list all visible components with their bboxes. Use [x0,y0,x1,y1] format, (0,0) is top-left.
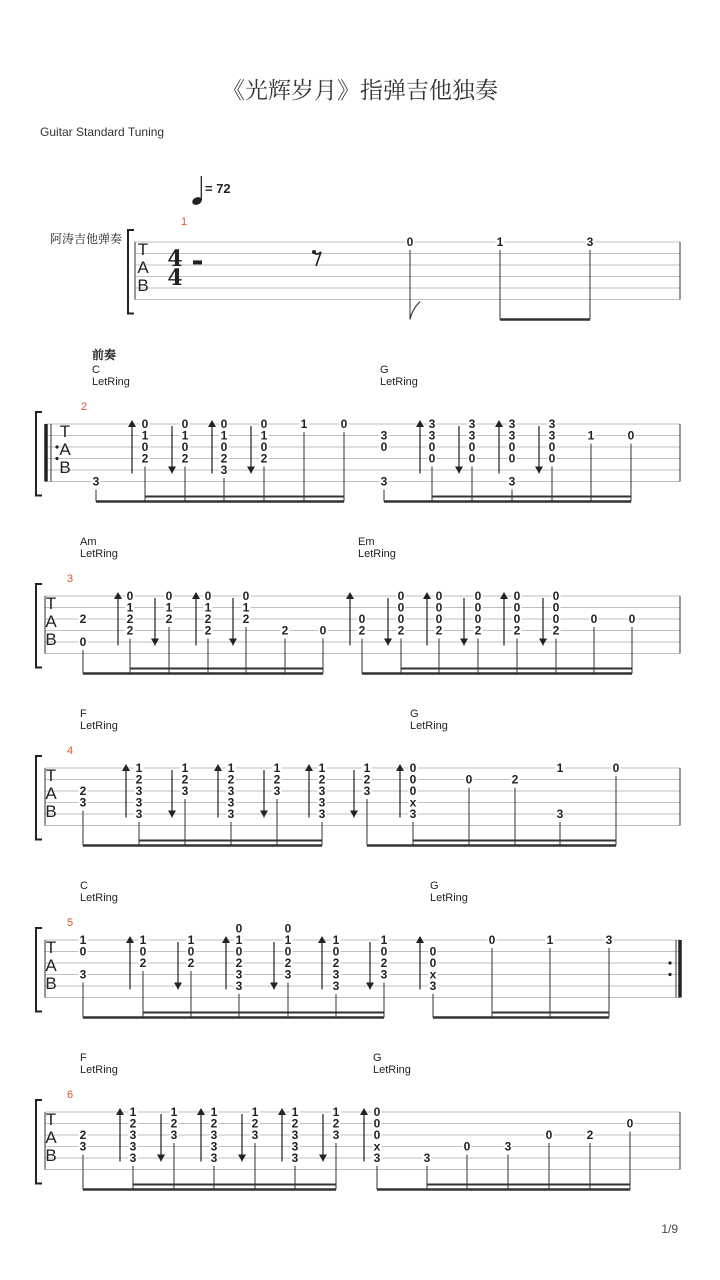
tempo-value: = 72 [205,181,231,196]
fret-number: 2 [126,612,134,626]
fret-number: 0 [409,772,417,787]
fret-number: 1 [251,1105,259,1119]
fret-number: 1 [135,761,143,775]
bar-number: 3 [67,573,74,585]
fret-number: 3 [129,1139,137,1154]
fret-number: 3 [332,1128,340,1142]
strum-up-arrow [318,936,326,943]
fret-number: 3 [363,784,371,798]
fret-number: 0 [380,440,388,454]
fret-number: 0 [435,589,443,603]
fret-number: 0 [545,1128,553,1142]
fret-number: 0 [474,589,482,603]
fret-number: 3 [170,1128,178,1142]
chord-name: G [410,708,419,720]
fret-number: 1 [235,933,243,947]
fret-number: 0 [508,451,516,466]
fret-number: 2 [235,956,243,970]
fret-number: 2 [242,612,250,626]
eighth-rest-dot [312,250,316,254]
fret-number: 0 [429,944,437,959]
fret-number: 0 [465,772,473,787]
fret-number: 1 [363,761,371,775]
fret-number: 0 [373,1128,381,1142]
tab-clef-a: A [45,784,57,803]
tab-clef-t: T [137,240,149,259]
strum-up-arrow [126,936,134,943]
fret-number: 0 [235,944,243,959]
fret-number: 0 [79,944,87,959]
fret-number: 2 [210,1116,218,1131]
fret-number: 1 [187,933,195,947]
let-ring-label: LetRing [92,376,130,388]
fret-number: 2 [318,772,326,787]
fret-number: 3 [429,979,437,993]
strum-up-arrow [305,764,313,771]
fret-number: 0 [373,1105,381,1119]
fret-number: 2 [139,956,147,970]
eighth-flag [410,302,420,320]
system-bracket [36,584,42,668]
fret-number: 3 [227,807,235,821]
fret-number: 1 [546,933,554,947]
instrument-name: 阿涛吉他弹奏 [50,232,123,246]
tab-clef-a: A [45,956,57,975]
tab-clef-b: B [45,802,57,821]
chord-name: G [373,1052,382,1064]
bar-number: 4 [67,745,74,757]
bar-number: 5 [67,917,74,929]
fret-number: 0 [626,1116,634,1131]
fret-number: 0 [468,440,476,454]
fret-number: 2 [141,451,149,466]
fret-number: 0 [319,623,327,638]
let-ring-label: LetRing [430,892,468,904]
fret-number: 2 [181,772,189,787]
fret-number: 0 [548,440,556,454]
fret-number: 0 [435,612,443,626]
let-ring-label: LetRing [380,376,418,388]
fret-number: 0 [187,944,195,959]
tab-clef-t: T [45,594,57,613]
fret-number: x [409,795,417,810]
fret-number: 2 [273,772,281,787]
strum-up-arrow [214,764,222,771]
fret-number: 0 [235,921,243,936]
fret-number: 0 [220,440,228,454]
fret-number: 1 [284,933,292,947]
fret-number: 2 [79,612,87,626]
fret-number: 3 [273,784,281,798]
fret-number: 3 [210,1128,218,1142]
fret-number: 0 [397,600,405,615]
fret-number: 1 [332,933,340,947]
fret-number: 0 [428,440,436,454]
strum-up-arrow [222,936,230,943]
fret-number: 2 [220,451,228,466]
fret-number: 1 [181,761,189,775]
fret-number: 3 [508,474,516,489]
tab-clef-a: A [59,440,71,459]
fret-number: 0 [340,417,348,431]
fret-number: 1 [210,1105,218,1119]
chord-name: G [430,880,439,892]
tab-clef-t: T [45,938,57,957]
fret-number: 0 [612,761,620,775]
fret-number: 0 [513,589,521,603]
fret-number: 2 [181,451,189,466]
tab-clef-b: B [45,1146,57,1165]
fret-number: 3 [548,417,556,431]
fret-number: 1 [587,428,595,443]
repeat-dot [55,445,58,448]
fret-number: 0 [260,440,268,454]
fret-number: 3 [291,1139,299,1154]
fret-number: 0 [409,784,417,798]
fret-number: 0 [141,417,149,431]
fret-number: 3 [79,795,87,810]
strum-up-arrow [278,1108,286,1115]
fret-number: 0 [181,417,189,431]
fret-number: 0 [220,417,228,431]
fret-number: 3 [291,1151,299,1165]
section-label: 前奏 [92,348,117,362]
let-ring-label: LetRing [80,548,118,560]
fret-number: 2 [135,772,143,787]
fret-number: 3 [210,1151,218,1165]
score-title: 《光辉岁月》指弹吉他独奏 [222,78,498,104]
fret-number: 3 [235,967,243,982]
fret-number: x [373,1139,381,1154]
fret-number: 2 [165,612,173,626]
fret-number: 3 [135,807,143,821]
fret-number: 3 [556,807,564,821]
fret-number: 3 [284,967,292,982]
fret-number: 0 [429,956,437,970]
strum-up-arrow [495,420,503,427]
fret-number: 3 [504,1139,512,1154]
fret-number: 1 [496,235,504,249]
fret-number: 0 [284,921,292,936]
fret-number: 1 [242,600,250,615]
fret-number: 0 [474,612,482,626]
fret-number: 0 [513,600,521,615]
strum-up-arrow [360,1108,368,1115]
let-ring-label: LetRing [80,892,118,904]
strum-up-arrow [114,592,122,599]
fret-number: 3 [135,784,143,798]
tab-clef-t: T [45,1110,57,1129]
fret-number: 0 [79,635,87,649]
system-bracket [36,1100,42,1184]
fret-number: 0 [590,612,598,626]
fret-number: 3 [409,807,417,821]
fret-number: 3 [548,428,556,443]
fret-number: 3 [380,428,388,443]
fret-number: 2 [291,1116,299,1131]
fret-number: 1 [170,1105,178,1119]
fret-number: 0 [468,451,476,466]
fret-number: 1 [227,761,235,775]
time-signature-top: 4 [167,246,183,272]
fret-number: 3 [468,417,476,431]
chord-name: F [80,708,87,720]
tab-clef-t: T [45,766,57,785]
bar-number: 6 [67,1089,74,1101]
fret-number: 1 [126,600,134,615]
fret-number: 3 [423,1151,431,1165]
fret-number: 2 [511,772,519,787]
tab-clef-a: A [45,1128,57,1147]
fret-number: 0 [380,944,388,959]
chord-name: Em [358,536,375,548]
fret-number: 0 [242,589,250,603]
fret-number: 2 [397,623,405,638]
fret-number: 1 [204,600,212,615]
chord-name: F [80,1052,87,1064]
fret-number: 2 [552,623,560,638]
strum-up-arrow [122,764,130,771]
fret-number: 0 [181,440,189,454]
fret-number: 0 [548,451,556,466]
fret-number: 3 [227,784,235,798]
fret-number: 2 [435,623,443,638]
repeat-dot [668,973,671,976]
fret-number: 1 [318,761,326,775]
strum-up-arrow [192,592,200,599]
fret-number: 3 [586,235,594,249]
fret-number: 0 [406,235,414,249]
tab-clef-b: B [59,458,71,477]
fret-number: 2 [513,623,521,638]
fret-number: 1 [79,933,87,947]
fret-number: 1 [139,933,147,947]
fret-number: 3 [92,474,100,489]
tuning-label: Guitar Standard Tuning [40,125,165,139]
fret-number: 0 [260,417,268,431]
fret-number: 2 [380,956,388,970]
strum-up-arrow [208,420,216,427]
strum-up-arrow [197,1108,205,1115]
fret-number: 0 [141,440,149,454]
fret-number: 2 [332,1116,340,1131]
fret-number: 0 [428,451,436,466]
system-bracket [36,928,42,1012]
tab-clef-a: A [137,258,149,277]
fret-number: 2 [129,1116,137,1131]
fret-number: 0 [126,589,134,603]
fret-number: 3 [380,474,388,489]
bar-number: 1 [181,216,188,228]
fret-number: 3 [135,795,143,810]
fret-number: 2 [227,772,235,787]
fret-number: 0 [435,600,443,615]
fret-number: 3 [373,1151,381,1165]
fret-number: 2 [586,1128,594,1142]
fret-number: 0 [165,589,173,603]
repeat-dot [55,457,58,460]
fret-number: 0 [628,612,636,626]
fret-number: 2 [187,956,195,970]
tab-clef-b: B [137,276,149,295]
fret-number: 3 [318,795,326,810]
fret-number: 2 [332,956,340,970]
fret-number: 0 [373,1116,381,1131]
fret-number: 3 [129,1128,137,1142]
fret-number: 1 [165,600,173,615]
fret-number: 0 [284,944,292,959]
fret-number: 3 [129,1151,137,1165]
fret-number: 2 [126,623,134,638]
fret-number: 1 [556,761,564,775]
fret-number: 3 [235,979,243,993]
fret-number: 3 [428,428,436,443]
strum-up-arrow [500,592,508,599]
fret-number: 2 [260,451,268,466]
fret-number: 0 [358,612,366,626]
fret-number: 2 [79,1128,87,1142]
fret-number: 2 [284,956,292,970]
fret-number: x [429,967,437,982]
strum-up-arrow [396,764,404,771]
fret-number: 0 [474,600,482,615]
fret-number: 0 [552,589,560,603]
let-ring-label: LetRing [373,1064,411,1076]
fret-number: 1 [141,428,149,443]
fret-number: 1 [291,1105,299,1119]
let-ring-label: LetRing [410,720,448,732]
page-number: 1/9 [661,1222,678,1236]
fret-number: 0 [332,944,340,959]
eighth-rest [313,252,321,266]
half-rest [193,260,202,264]
fret-number: 3 [251,1128,259,1142]
fret-number: 3 [181,784,189,798]
fret-number: 3 [508,417,516,431]
fret-number: 0 [139,944,147,959]
tab-clef-b: B [45,974,57,993]
fret-number: 0 [463,1139,471,1154]
fret-number: 3 [508,428,516,443]
strum-up-arrow [346,592,354,599]
fret-number: 3 [318,807,326,821]
repeat-dot [668,961,671,964]
time-signature-bottom: 4 [167,265,183,291]
fret-number: 3 [291,1128,299,1142]
fret-number: 1 [332,1105,340,1119]
fret-number: 3 [332,967,340,982]
fret-number: 1 [380,933,388,947]
fret-number: 0 [397,612,405,626]
let-ring-label: LetRing [358,548,396,560]
strum-up-arrow [416,936,424,943]
let-ring-label: LetRing [80,1064,118,1076]
fret-number: 0 [508,440,516,454]
chord-name: C [80,880,88,892]
fret-number: 2 [251,1116,259,1131]
tab-clef-a: A [45,612,57,631]
fret-number: 2 [170,1116,178,1131]
fret-number: 0 [488,933,496,947]
fret-number: 0 [397,589,405,603]
fret-number: 3 [468,428,476,443]
strum-up-arrow [423,592,431,599]
fret-number: 2 [204,612,212,626]
fret-number: 1 [300,417,308,431]
fret-number: 1 [220,428,228,443]
let-ring-label: LetRing [80,720,118,732]
fret-number: 2 [281,623,289,638]
fret-number: 1 [260,428,268,443]
tab-clef-b: B [45,630,57,649]
fret-number: 3 [605,933,613,947]
fret-number: 2 [358,623,366,638]
chord-name: Am [80,536,97,548]
fret-number: 3 [210,1139,218,1154]
fret-number: 3 [332,979,340,993]
fret-number: 3 [79,967,87,982]
fret-number: 0 [513,612,521,626]
fret-number: 0 [204,589,212,603]
fret-number: 3 [428,417,436,431]
fret-number: 1 [181,428,189,443]
strum-up-arrow [128,420,136,427]
fret-number: 3 [220,463,228,477]
system-bracket [36,756,42,840]
fret-number: 2 [363,772,371,787]
fret-number: 3 [227,795,235,810]
system-bracket [36,412,42,496]
tab-clef-t: T [59,422,71,441]
fret-number: 3 [79,1139,87,1154]
fret-number: 0 [627,428,635,443]
strum-up-arrow [416,420,424,427]
bar-number: 2 [81,401,88,413]
chord-name: G [380,364,389,376]
fret-number: 0 [552,612,560,626]
fret-number: 3 [380,967,388,982]
fret-number: 0 [409,761,417,775]
fret-number: 3 [318,784,326,798]
fret-number: 2 [474,623,482,638]
system-bracket [128,230,134,314]
chord-name: C [92,364,100,376]
fret-number: 1 [129,1105,137,1119]
fret-number: 2 [79,784,87,798]
fret-number: 0 [552,600,560,615]
strum-up-arrow [116,1108,124,1115]
fret-number: 2 [204,623,212,638]
fret-number: 1 [273,761,281,775]
